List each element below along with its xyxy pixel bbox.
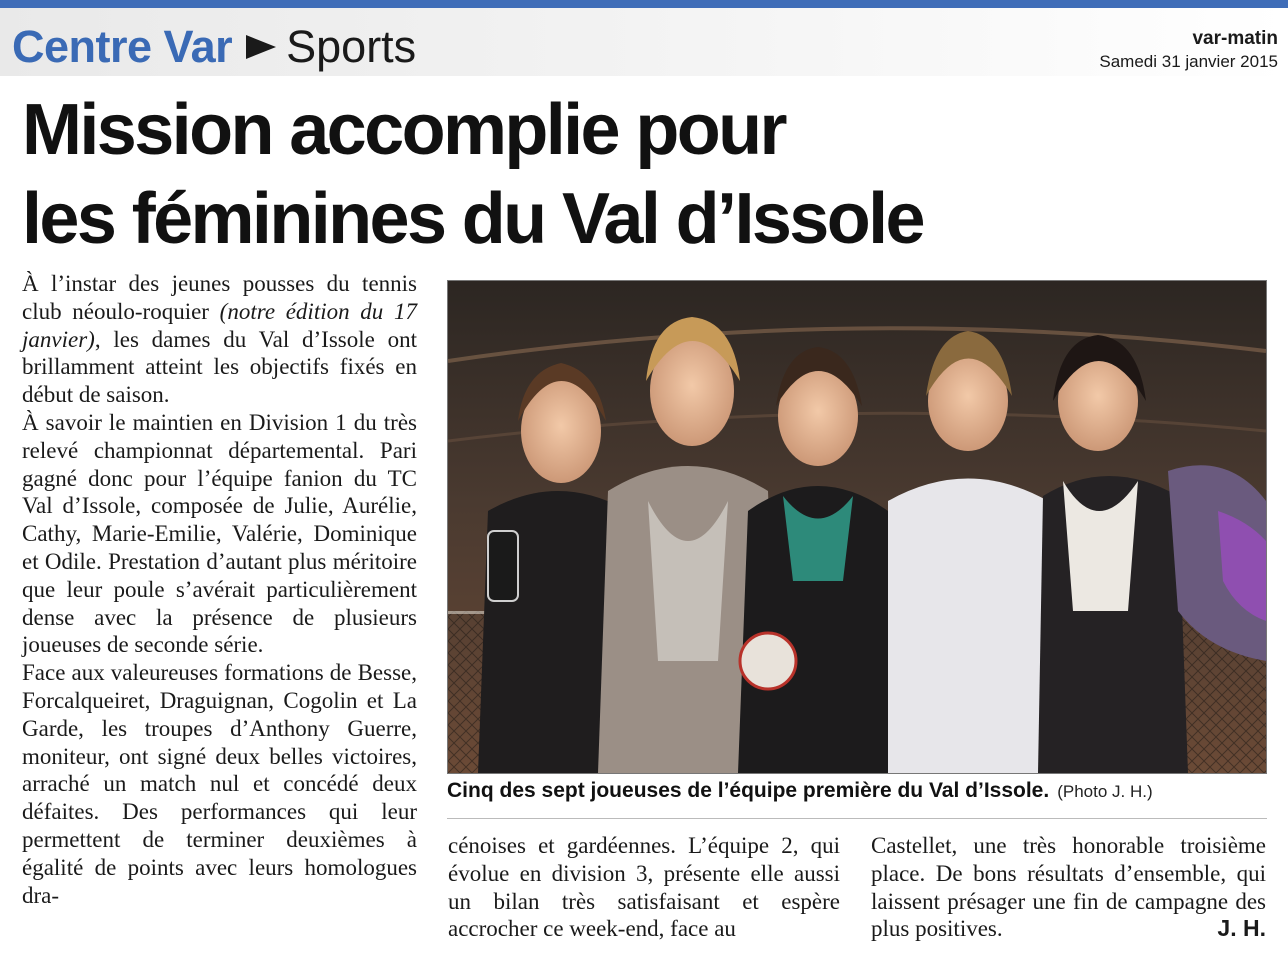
headline-line-1: Mission accomplie pour [22,90,785,170]
edition-reference: (notre édition du 17 janvier) [22,298,417,352]
column-2-text: cénoises et gardéennes. L’équipe 2, qui évolue en division 3, présente elle aussi un bilan très satisfaisant et espère accrocher ce week-end, face au [448,833,840,942]
page-header [0,8,1288,76]
article-column-1 [22,270,417,909]
article-column-3 [871,832,1266,943]
article-column-2 [448,832,840,943]
column-3-text: Castellet, une très honorable troisième place. De bons résultats d’ensemble, qui laissent présager une fin de campagne des plus positives. [871,833,1266,942]
masthead [1099,28,1278,73]
headline-line-2: les féminines du Val d’Issole [22,179,923,259]
paragraph-3: Face aux valeureuses formations de Besse, Forcalqueiret, Draguignan, Cogolin et La Garde, les troupes d’Anthony Guerre, moniteur, ont signé deux belles victoires, arraché un match nul et concédé deux défaites. Des performances qui leur permettent de terminer deuxièmes à égalité de points avec leurs homologues dra- [22,660,417,908]
section-title: Centre Var [12,21,233,72]
team-photo [447,280,1267,774]
column-3-paragraph [871,832,1266,943]
subsection-title: Sports [286,21,417,72]
paragraph-2: À savoir le maintien en Division 1 du très relevé championnat départemental. Pari gagné donc pour l’équipe fanion du TC Val d’Issole, composée de Julie, Aurélie, Cathy, Marie-Emilie, Valérie, Dominique et Odile. Prestation d’autant plus méritoire que leur poule s’avérait particulièrement dense avec la présence de plusieurs joueuses de seconde série. [22,409,417,658]
section-rubric [12,22,416,72]
article-headline [22,86,1272,264]
paragraph-1-text-a: À l’instar des jeunes pousses du tennis club néoulo-roquier [22,271,417,324]
author-signature: J. H. [1217,915,1266,942]
play-arrow-icon [246,35,276,59]
top-color-rule [0,0,1288,8]
publication-date: Samedi 31 janvier 2015 [1099,52,1278,71]
caption-text: Cinq des sept joueuses de l’équipe première du Val d’Issole. [447,779,1050,802]
newspaper-name: var-matin [1192,28,1278,49]
photo-caption [447,776,1267,808]
photo-credit: (Photo J. H.) [1057,782,1153,801]
paragraph-1 [22,270,417,409]
paragraph-1-text-b: , les dames du Val d’Issole ont brillamment atteint les objectifs fixés en début de saison. [22,326,417,408]
caption-divider [447,818,1267,819]
